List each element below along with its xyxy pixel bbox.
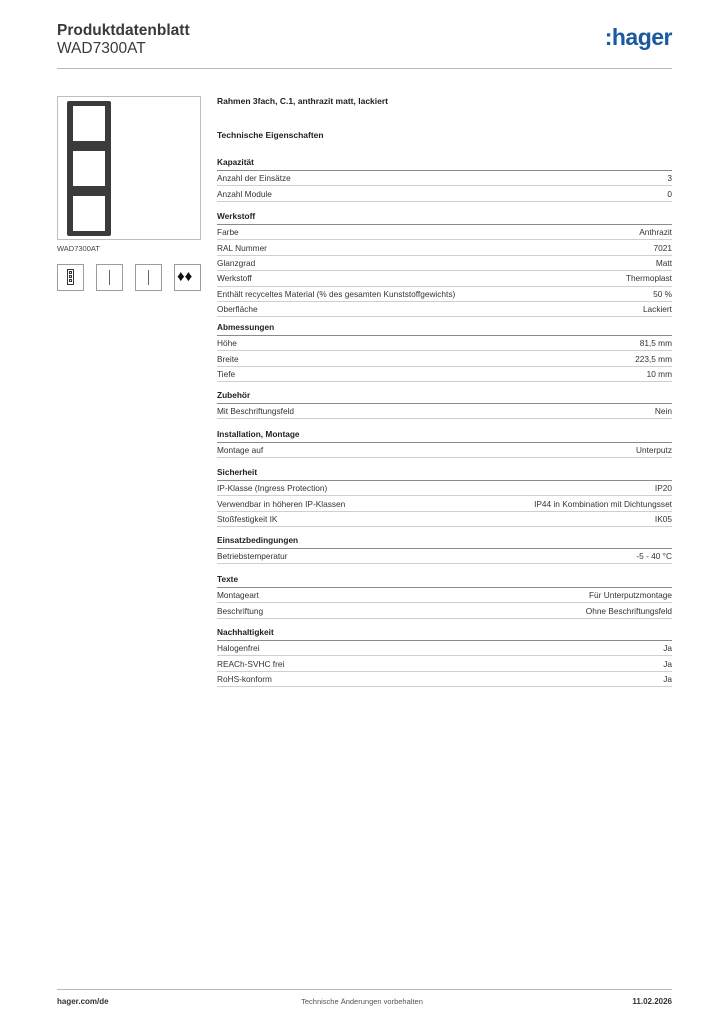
section-title: Nachhaltigkeit	[217, 626, 672, 641]
section-texts	[217, 573, 672, 619]
article-number: WAD7300AT	[57, 40, 146, 57]
product-image	[57, 96, 201, 240]
section-sustainability	[217, 626, 672, 687]
spec-row: Halogenfrei Ja	[217, 641, 672, 656]
spec-row: Anzahl der Einsätze 3	[217, 171, 672, 186]
spec-row: Farbe Anthrazit	[217, 225, 672, 240]
spec-row: Enthält recyceltes Material (% des gesamten Kunststoffgewichts) 50 %	[217, 287, 672, 302]
footer-notice: Technische Änderungen vorbehalten	[301, 997, 423, 1006]
divider-line-icon	[135, 264, 162, 291]
hager-logo: :hager	[604, 24, 672, 50]
spec-row: Montage auf Unterputz	[217, 443, 672, 458]
technical-properties-title: Technische Eigenschaften	[217, 130, 324, 140]
section-installation	[217, 428, 672, 458]
spec-row: IP-Klasse (Ingress Protection) IP20	[217, 481, 672, 496]
product-image-caption: WAD7300AT	[57, 244, 100, 253]
section-dimensions	[217, 321, 672, 382]
spec-row: Verwendbar in höheren IP-Klassen IP44 in Kombination mit Dichtungsset	[217, 496, 672, 511]
spec-row: Anzahl Module 0	[217, 186, 672, 201]
spec-row: RAL Nummer 7021	[217, 240, 672, 255]
section-title: Abmessungen	[217, 321, 672, 336]
spec-row: REACh-SVHC frei Ja	[217, 656, 672, 671]
spec-row: Glanzgrad Matt	[217, 256, 672, 271]
spec-row: Betriebstemperatur -5 - 40 °C	[217, 549, 672, 564]
water-drops-icon: ♦♦	[174, 264, 201, 291]
spec-row: RoHS-konform Ja	[217, 672, 672, 687]
divider-line-icon	[96, 264, 123, 291]
product-description: Rahmen 3fach, C.1, anthrazit matt, lackiert	[217, 96, 388, 106]
page-header	[57, 20, 672, 70]
footer-divider	[57, 989, 672, 990]
section-title: Einsatzbedingungen	[217, 534, 672, 549]
document-title: Produktdatenblatt	[57, 22, 190, 39]
section-title: Sicherheit	[217, 466, 672, 481]
footer-date: 11.02.2026	[632, 997, 672, 1006]
header-divider	[57, 68, 672, 69]
spec-row: Werkstoff Thermoplast	[217, 271, 672, 286]
section-material	[217, 210, 672, 317]
section-accessories	[217, 389, 672, 419]
section-operating-conditions	[217, 534, 672, 564]
footer-website: hager.com/de	[57, 997, 109, 1006]
spec-row: Mit Beschriftungsfeld Nein	[217, 404, 672, 419]
spec-row: Höhe 81,5 mm	[217, 336, 672, 351]
section-title: Kapazität	[217, 156, 672, 171]
section-title: Installation, Montage	[217, 428, 672, 443]
spec-row: Beschriftung Ohne Beschriftungsfeld	[217, 603, 672, 618]
frame-3fold-image	[67, 101, 111, 236]
spec-row: Oberfläche Lackiert	[217, 302, 672, 317]
spec-row: Tiefe 10 mm	[217, 367, 672, 382]
spec-row: Breite 223,5 mm	[217, 351, 672, 366]
spec-row: Montageart Für Unterputzmontage	[217, 588, 672, 603]
frame-3fold-icon	[57, 264, 84, 291]
spec-row: Stoßfestigkeit IK IK05	[217, 512, 672, 527]
section-safety	[217, 466, 672, 527]
section-capacity	[217, 156, 672, 202]
section-title: Texte	[217, 573, 672, 588]
section-title: Werkstoff	[217, 210, 672, 225]
section-title: Zubehör	[217, 389, 672, 404]
